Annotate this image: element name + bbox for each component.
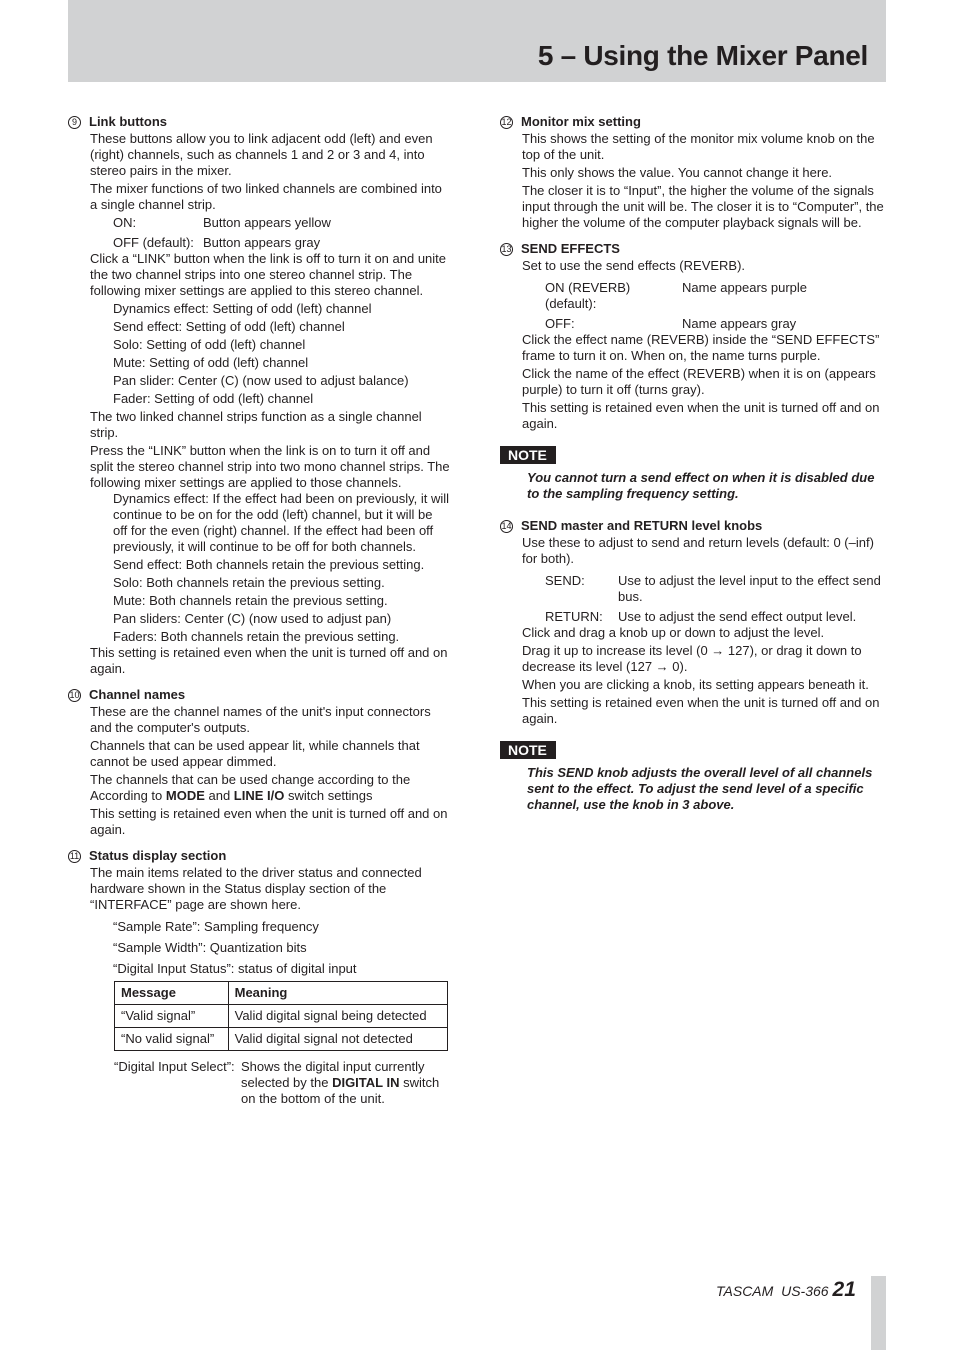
state-value: Name appears purple [682,280,808,295]
section-number: 12 [501,116,512,127]
paragraph: Use these to adjust to send and return levels (default: 0 (–inf) for both). [522,535,874,566]
paragraph: The main items related to the driver status and connected hardware shown in the Status display section of the “INTERFACE” page are shown here. [90,865,422,912]
paragraph: Click and drag a knob up or down to adjust the level. [522,625,825,640]
list-item: Send effect: Setting of odd (left) channel [113,319,345,334]
off-state-row [113,235,450,251]
return-row [545,609,888,625]
section-number: 11 [69,850,80,861]
table-header: Meaning [228,982,447,1005]
list-item: Solo: Both channels retain the previous setting. [113,575,385,590]
paragraph: Set to use the send effects (REVERB). [522,258,746,273]
section-number: 14 [501,520,512,531]
section-title: Monitor mix setting [521,114,641,129]
list-item: Solo: Setting of odd (left) channel [113,337,306,352]
list-item: Pan slider: Center (C) (now used to adjust balance) [113,373,409,388]
paragraph: The channels that can be used change according to the According to MODE and LINE I/O switch settings [90,772,411,803]
note-box [500,442,888,502]
paragraph: Channels that can be used appear lit, while channels that cannot be used appear dimmed. [90,738,420,769]
section-title: Channel names [89,687,186,702]
section-send-return-knobs [500,518,888,727]
table-cell: “No valid signal” [115,1028,229,1051]
off-state-row [545,316,888,332]
item-key: SEND: [545,573,585,588]
paragraph: The closer it is to “Input”, the higher the volume of the signals input through the unit will be. The closer it is to “Computer”, the higher the volume of the computer playback signals will be. [522,183,884,230]
page-edge-tab [871,1276,886,1350]
paragraph: This setting is retained even when the unit is turned off and on again. [522,400,880,431]
paragraph: The two linked channel strips function as a single channel strip. [90,409,422,440]
paragraph: This shows the setting of the monitor mix volume knob on the top of the unit. [522,131,875,162]
digital-input-status-table [114,981,448,1051]
table-header: Message [115,982,229,1005]
state-key: ON (REVERB) (default): [545,280,631,311]
state-value: Button appears gray [203,235,321,250]
page-header [68,0,886,82]
section-monitor-mix [500,114,888,231]
section-title: SEND master and RETURN level knobs [521,518,763,533]
state-value: Button appears yellow [203,215,331,230]
section-link-buttons [68,114,450,677]
list-item: Pan sliders: Center (C) (now used to adjust pan) [113,611,392,626]
digital-input-select-row [114,1059,450,1107]
table-row [115,1005,448,1028]
item-value: Use to adjust the level input to the effect send bus. [618,573,881,604]
paragraph: These buttons allow you to link adjacent odd (left) and even (right) channels, such as channels 1 and 2 or 3 and 4, into stereo pairs in the mixer. [90,131,433,178]
list-item: Mute: Both channels retain the previous setting. [113,593,388,608]
list-item: Mute: Setting of odd (left) channel [113,355,309,370]
footer-brand: TASCAM US-366 [716,1283,829,1299]
item-value: Shows the digital input currently selected by the DIGITAL IN switch on the bottom of the unit. [241,1059,440,1106]
table-header-row [115,982,448,1005]
list-item: Fader: Setting of odd (left) channel [113,391,314,406]
paragraph: Click the effect name (REVERB) inside the “SEND EFFECTS” frame to turn it on. When on, the name turns purple. [522,332,880,363]
left-column [68,114,450,1117]
paragraph: Click the name of the effect (REVERB) when it is on (appears purple) to turn it off (turns gray). [522,366,876,397]
page-number: 21 [832,1278,856,1301]
paragraph: Drag it up to increase its level (0 → 127), or drag it down to decrease its level (127 → 0). [522,643,862,674]
state-key: ON: [113,215,137,230]
list-item: “Digital Input Status”: status of digital input [113,961,357,976]
section-channel-names [68,687,450,838]
paragraph: This setting is retained even when the unit is turned off and on again. [90,645,448,676]
paragraph: These are the channel names of the unit's input connectors and the computer's outputs. [90,704,431,735]
paragraph: This only shows the value. You cannot change it here. [522,165,833,180]
paragraph: This setting is retained even when the unit is turned off and on again. [90,806,448,837]
note-label: NOTE [500,741,556,759]
note-box [500,737,888,813]
list-item: “Sample Width”: Quantization bits [113,940,307,955]
list-item: Dynamics effect: Setting of odd (left) channel [113,301,372,316]
on-state-row [113,215,450,231]
item-key: “Digital Input Select”: [114,1059,235,1074]
note-label: NOTE [500,446,556,464]
state-value: Name appears gray [682,316,797,331]
section-status-display [68,848,450,1107]
on-state-row [545,280,888,312]
page-footer [716,1278,856,1302]
note-text: This SEND knob adjusts the overall level of all channels sent to the effect. To adjust the send level of a specific channel, use the knob in 3 above. [527,765,873,812]
state-key: OFF (default): [113,235,194,250]
right-column [500,114,888,829]
list-item: Send effect: Both channels retain the previous setting. [113,557,425,572]
section-number: 13 [501,243,512,254]
list-item: “Sample Rate”: Sampling frequency [113,919,319,934]
paragraph: When you are clicking a knob, its setting appears beneath it. [522,677,869,692]
page-title: 5 – Using the Mixer Panel [537,40,868,71]
section-number: 10 [69,689,80,700]
section-title: SEND EFFECTS [521,241,620,256]
section-title: Status display section [89,848,227,863]
state-key: OFF: [545,316,575,331]
paragraph: Click a “LINK” button when the link is off to turn it on and unite the two channel strips into one stereo channel strip. The following mixer settings are applied to this stereo channel. [90,251,447,298]
section-number: 9 [68,116,81,129]
item-value: Use to adjust the send effect output level. [618,609,857,624]
paragraph: The mixer functions of two linked channels are combined into a single channel strip. [90,181,442,212]
list-item: Dynamics effect: If the effect had been on previously, it will continue to be on for the odd (left) channel, but it will be off for the even (right) channel. If the effect had been off previously, it will continue to be off for both channels. [113,491,450,554]
table-row [115,1028,448,1051]
paragraph: Press the “LINK” button when the link is on to turn it off and split the stereo channel strip into two mono channel strips. The following mixer settings are applied to those channels. [90,443,450,490]
table-cell: Valid digital signal being detected [228,1005,447,1028]
list-item: Faders: Both channels retain the previous setting. [113,629,400,644]
send-row [545,573,888,605]
note-text: You cannot turn a send effect on when it is disabled due to the sampling frequency setting. [527,470,875,501]
table-cell: “Valid signal” [115,1005,229,1028]
table-cell: Valid digital signal not detected [228,1028,447,1051]
section-send-effects [500,241,888,432]
paragraph: This setting is retained even when the unit is turned off and on again. [522,695,880,726]
section-title: Link buttons [89,114,167,129]
item-key: RETURN: [545,609,603,624]
